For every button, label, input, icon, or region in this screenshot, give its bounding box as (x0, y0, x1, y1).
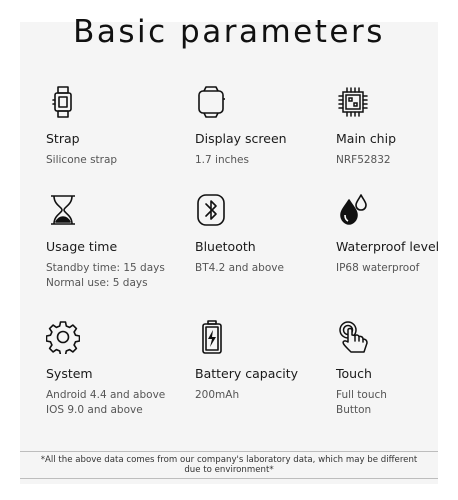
display-screen-icon (195, 85, 229, 119)
battery-icon (195, 320, 229, 354)
param-name: System (46, 366, 93, 381)
footnote-divider-bottom (20, 478, 438, 479)
hourglass-icon (46, 193, 80, 227)
bluetooth-icon (195, 193, 229, 227)
param-desc: NRF52832 (336, 154, 391, 166)
param-name: Touch (336, 366, 372, 381)
param-desc: Standby time: 15 days Normal use: 5 days (46, 262, 165, 289)
param-name: Battery capacity (195, 366, 299, 381)
chip-icon (336, 85, 370, 119)
param-desc: Android 4.4 and above IOS 9.0 and above (46, 389, 166, 416)
param-desc: 1.7 inches (195, 154, 249, 166)
param-desc: Silicone strap (46, 154, 118, 166)
param-desc: 200mAh (195, 389, 240, 401)
water-drops-icon (336, 193, 370, 227)
param-name: Waterproof level (336, 239, 440, 254)
footnote-line-1: *All the above data comes from our company's laboratory data, which may be different (40, 455, 418, 465)
param-desc: IP68 waterproof (336, 262, 420, 274)
footnote-divider-top (20, 451, 438, 452)
page-title: Basic parameters (73, 14, 385, 50)
param-name: Strap (46, 131, 80, 146)
strap-icon (46, 85, 80, 119)
touch-hand-icon (336, 320, 370, 354)
param-name: Bluetooth (195, 239, 256, 254)
param-desc: Full touch Button (336, 389, 387, 416)
param-name: Usage time (46, 239, 118, 254)
param-name: Main chip (336, 131, 397, 146)
footnote-line-2: due to environment* (184, 465, 274, 475)
footnote (22, 455, 436, 475)
param-name: Display screen (195, 131, 287, 146)
gear-icon (46, 320, 80, 354)
param-desc: BT4.2 and above (195, 262, 284, 274)
